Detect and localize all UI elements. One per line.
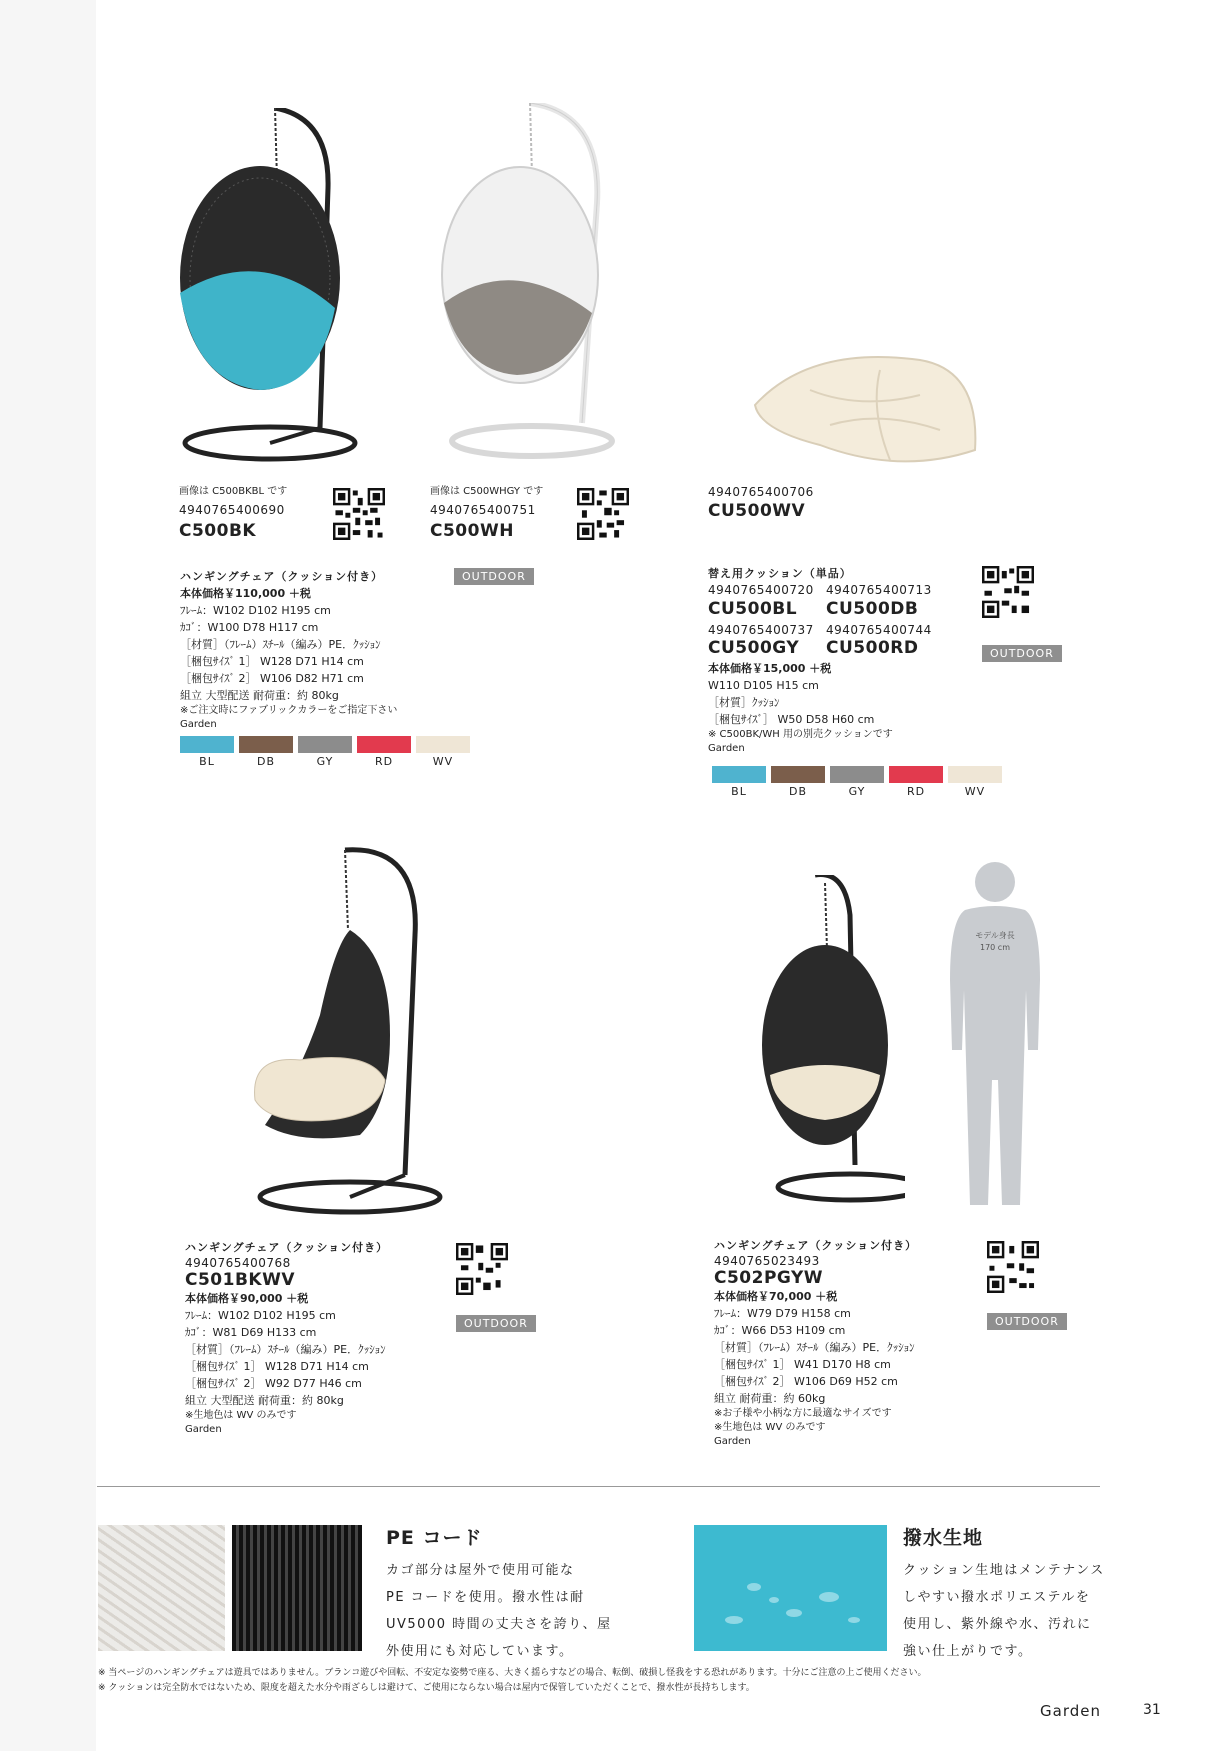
pe-cord-line: PE コードを使用。撥水性は耐: [386, 1590, 585, 1605]
c502-spec-block: [714, 1237, 917, 1449]
c500bk-image-note: 画像は C500BKBL です: [179, 486, 288, 497]
cushion-category: Garden: [708, 743, 745, 754]
cushion-spec-line: ［材質］ｸｯｼｮﾝ: [708, 696, 780, 709]
c500-spec-line: ［材質］（ﾌﾚｰﾑ）ｽﾁｰﾙ（編み）PE．ｸｯｼｮﾝ: [180, 638, 381, 651]
c500-spec-line: ［梱包ｻｲｽﾞ 2］ W106 D82 H71 cm: [180, 672, 364, 685]
cushion-price: 本体価格￥15,000 ＋税: [708, 662, 832, 675]
c500-spec-line: 組立 大型配送 耐荷重：約 80kg: [180, 689, 339, 702]
c500bk-jan: 4940765400690: [179, 503, 285, 517]
swatch-db[interactable]: [239, 736, 293, 768]
swatch-rd[interactable]: [889, 766, 943, 798]
cushion-spec-line: ［梱包ｻｲｽﾞ］ W50 D58 H60 cm: [708, 713, 875, 726]
water-repellent-line: 強い仕上がりです。: [903, 1644, 1033, 1659]
pe-cord-title: PE コード: [386, 1527, 483, 1549]
pe-cord-line: 外使用にも対応しています。: [386, 1644, 574, 1659]
water-repellent-title: 撥水生地: [903, 1527, 984, 1549]
c502-chair-image: [745, 875, 905, 1215]
cushion-spec-lines: [708, 660, 893, 756]
swatch-label: BL: [731, 785, 747, 798]
swatch-label: DB: [788, 785, 808, 798]
cushion-title: 替え用クッション（単品）: [708, 567, 852, 580]
page-edge: [0, 0, 96, 1751]
c502-spec-line: ｶｺﾞ：W66 D53 H109 cm: [714, 1324, 846, 1337]
water-repellent-fabric-photo: [694, 1525, 887, 1651]
model-height-line2: 170 cm: [979, 943, 1010, 952]
cu500gy-jan: 4940765400737: [708, 623, 814, 637]
c502-spec-line: ［梱包ｻｲｽﾞ 2］ W106 D69 H52 cm: [714, 1375, 898, 1388]
c502-note: ※お子様や小柄な方に最適なサイズです: [714, 1408, 892, 1419]
c501-chair-image: [240, 835, 460, 1225]
water-repellent-line: 使用し、紫外線や水、汚れに: [903, 1617, 1092, 1632]
c500-spec-block: [180, 568, 397, 732]
model-silhouette-image: [940, 860, 1050, 1212]
cu500wv-model: CU500WV: [708, 501, 806, 521]
c501-note: ※生地色は WV のみです: [185, 1410, 297, 1421]
swatch-bl[interactable]: [712, 766, 766, 798]
c500wh-qr-code[interactable]: [577, 488, 629, 540]
cu500gy-model: CU500GY: [708, 638, 800, 658]
swatch-gy[interactable]: [830, 766, 884, 798]
c502-spec-line: ［梱包ｻｲｽﾞ 1］ W41 D170 H8 cm: [714, 1358, 891, 1371]
model-height-line1: モデル身長: [975, 931, 1015, 940]
c501-model: C501BKWV: [185, 1270, 296, 1290]
c502-price: 本体価格￥70,000 ＋税: [714, 1290, 838, 1303]
footer-note: ※ クッションは完全防水ではないため、限度を超えた水分や雨ざらしは避けて、ご使用にならない場合は屋内で保管していただくことで、撥水性が長持ちします。: [98, 1683, 755, 1693]
c500-spec-line: ［梱包ｻｲｽﾞ 1］ W128 D71 H14 cm: [180, 655, 364, 668]
swatch-label: GY: [316, 755, 334, 768]
c500-outdoor-badge: OUTDOOR: [454, 568, 534, 585]
c501-spec-line: ｶｺﾞ：W81 D69 H133 cm: [185, 1326, 317, 1339]
c500-spec-line: ｶｺﾞ：W100 D78 H117 cm: [180, 621, 319, 634]
swatch-label: RD: [374, 755, 394, 768]
water-repellent-line: クッション生地はメンテナンス: [903, 1563, 1105, 1578]
pe-cord-line: カゴ部分は屋外で使用可能な: [386, 1563, 575, 1578]
pe-cord-photo-light: [98, 1525, 225, 1651]
c501-price: 本体価格￥90,000 ＋税: [185, 1292, 309, 1305]
c500wh-chair-image: [432, 103, 632, 478]
cu500wv-jan: 4940765400706: [708, 485, 814, 499]
cu500db-model: CU500DB: [826, 599, 919, 619]
c500-category: Garden: [180, 719, 217, 730]
c502-spec-line: ［材質］（ﾌﾚｰﾑ）ｽﾁｰﾙ（編み）PE．ｸｯｼｮﾝ: [714, 1341, 915, 1354]
c500-spec-line: ﾌﾚｰﾑ：W102 D102 H195 cm: [180, 604, 331, 617]
cushion-note: ※ C500BK/WH 用の別売クッションです: [708, 729, 893, 740]
footer-section-name: Garden: [1040, 1702, 1101, 1720]
c502-model: C502PGYW: [714, 1268, 824, 1288]
c501-title: ハンギングチェア（クッション付き）: [185, 1241, 389, 1254]
c502-spec-line: ﾌﾚｰﾑ：W79 D79 H158 cm: [714, 1307, 851, 1320]
c502-title: ハンギングチェア（クッション付き）: [714, 1239, 918, 1252]
c501-spec-block: [185, 1239, 388, 1437]
swatch-wv[interactable]: [416, 736, 470, 768]
c500bk-chair-image: [170, 108, 370, 478]
c500wh-jan: 4940765400751: [430, 503, 536, 517]
swatch-label: BL: [199, 755, 215, 768]
cu500rd-model: CU500RD: [826, 638, 919, 658]
swatch-label: DB: [256, 755, 276, 768]
c502-spec-line: 組立 耐荷重：約 60kg: [714, 1392, 826, 1405]
c501-spec-line: ［梱包ｻｲｽﾞ 1］ W128 D71 H14 cm: [185, 1360, 369, 1373]
water-repellent-line: しやすい撥水ポリエステルを: [903, 1590, 1091, 1605]
c502-category: Garden: [714, 1436, 751, 1447]
cushion-outdoor-badge: OUTDOOR: [982, 645, 1062, 662]
cushion-color-swatches: [712, 766, 1002, 798]
c500-title: ハンギングチェア（クッション付き）: [180, 570, 384, 583]
swatch-db[interactable]: [771, 766, 825, 798]
c501-spec-line: ［材質］（ﾌﾚｰﾑ）ｽﾁｰﾙ（編み）PE．ｸｯｼｮﾝ: [185, 1343, 386, 1356]
cushion-qr-code[interactable]: [982, 566, 1034, 618]
c501-spec-line: 組立 大型配送 耐荷重：約 80kg: [185, 1394, 344, 1407]
c500bk-model: C500BK: [179, 521, 257, 541]
footer-note: ※ 当ページのハンギングチェアは遊具ではありません。ブランコ遊びや回転、不安定な姿勢で座る、大きく揺らすなどの場合、転倒、破損し怪我をする恐れがあります。十分にご注意の上ご使用ください。: [98, 1668, 927, 1678]
c500bk-qr-code[interactable]: [333, 488, 385, 540]
c500-note: ※ご注文時にファブリックカラーをご指定下さい: [180, 705, 398, 716]
c501-spec-line: ［梱包ｻｲｽﾞ 2］ W92 D77 H46 cm: [185, 1377, 362, 1390]
pe-cord-body: [386, 1557, 612, 1665]
model-height-label: [965, 930, 1025, 954]
swatch-label: GY: [848, 785, 866, 798]
c501-qr-code[interactable]: [456, 1243, 508, 1295]
c502-qr-code[interactable]: [987, 1241, 1039, 1293]
c500wh-image-note: 画像は C500WHGY です: [430, 486, 544, 497]
cu500rd-jan: 4940765400744: [826, 623, 932, 637]
c501-outdoor-badge: OUTDOOR: [456, 1315, 536, 1332]
cushion-spec-line: W110 D105 H15 cm: [708, 679, 819, 692]
swatch-gy[interactable]: [298, 736, 352, 768]
c502-note: ※生地色は WV のみです: [714, 1422, 826, 1433]
section-divider: [97, 1486, 1100, 1487]
swatch-bl[interactable]: [180, 736, 234, 768]
swatch-wv[interactable]: [948, 766, 1002, 798]
swatch-label: WV: [964, 785, 986, 798]
c501-spec-line: ﾌﾚｰﾑ：W102 D102 H195 cm: [185, 1309, 336, 1322]
swatch-label: RD: [906, 785, 926, 798]
water-repellent-body: [903, 1557, 1105, 1665]
c500wh-model: C500WH: [430, 521, 514, 541]
c500-price: 本体価格￥110,000 ＋税: [180, 587, 311, 600]
pe-cord-line: UV5000 時間の丈夫さを誇り、屋: [386, 1617, 612, 1632]
swatch-rd[interactable]: [357, 736, 411, 768]
c502-outdoor-badge: OUTDOOR: [987, 1313, 1067, 1330]
c501-jan: 4940765400768: [185, 1256, 291, 1270]
c501-category: Garden: [185, 1424, 222, 1435]
footer-notes: [98, 1666, 927, 1696]
c500-color-swatches: [180, 736, 470, 768]
cu500db-jan: 4940765400713: [826, 583, 932, 597]
swatch-label: WV: [432, 755, 454, 768]
page-number: 31: [1143, 1702, 1161, 1718]
cushion-spec-block: [708, 565, 852, 582]
cu500wv-cushion-image: [750, 350, 990, 480]
cu500bl-model: CU500BL: [708, 599, 798, 619]
c502-jan: 4940765023493: [714, 1254, 820, 1268]
cu500bl-jan: 4940765400720: [708, 583, 814, 597]
pe-cord-photo-dark: [232, 1525, 362, 1651]
